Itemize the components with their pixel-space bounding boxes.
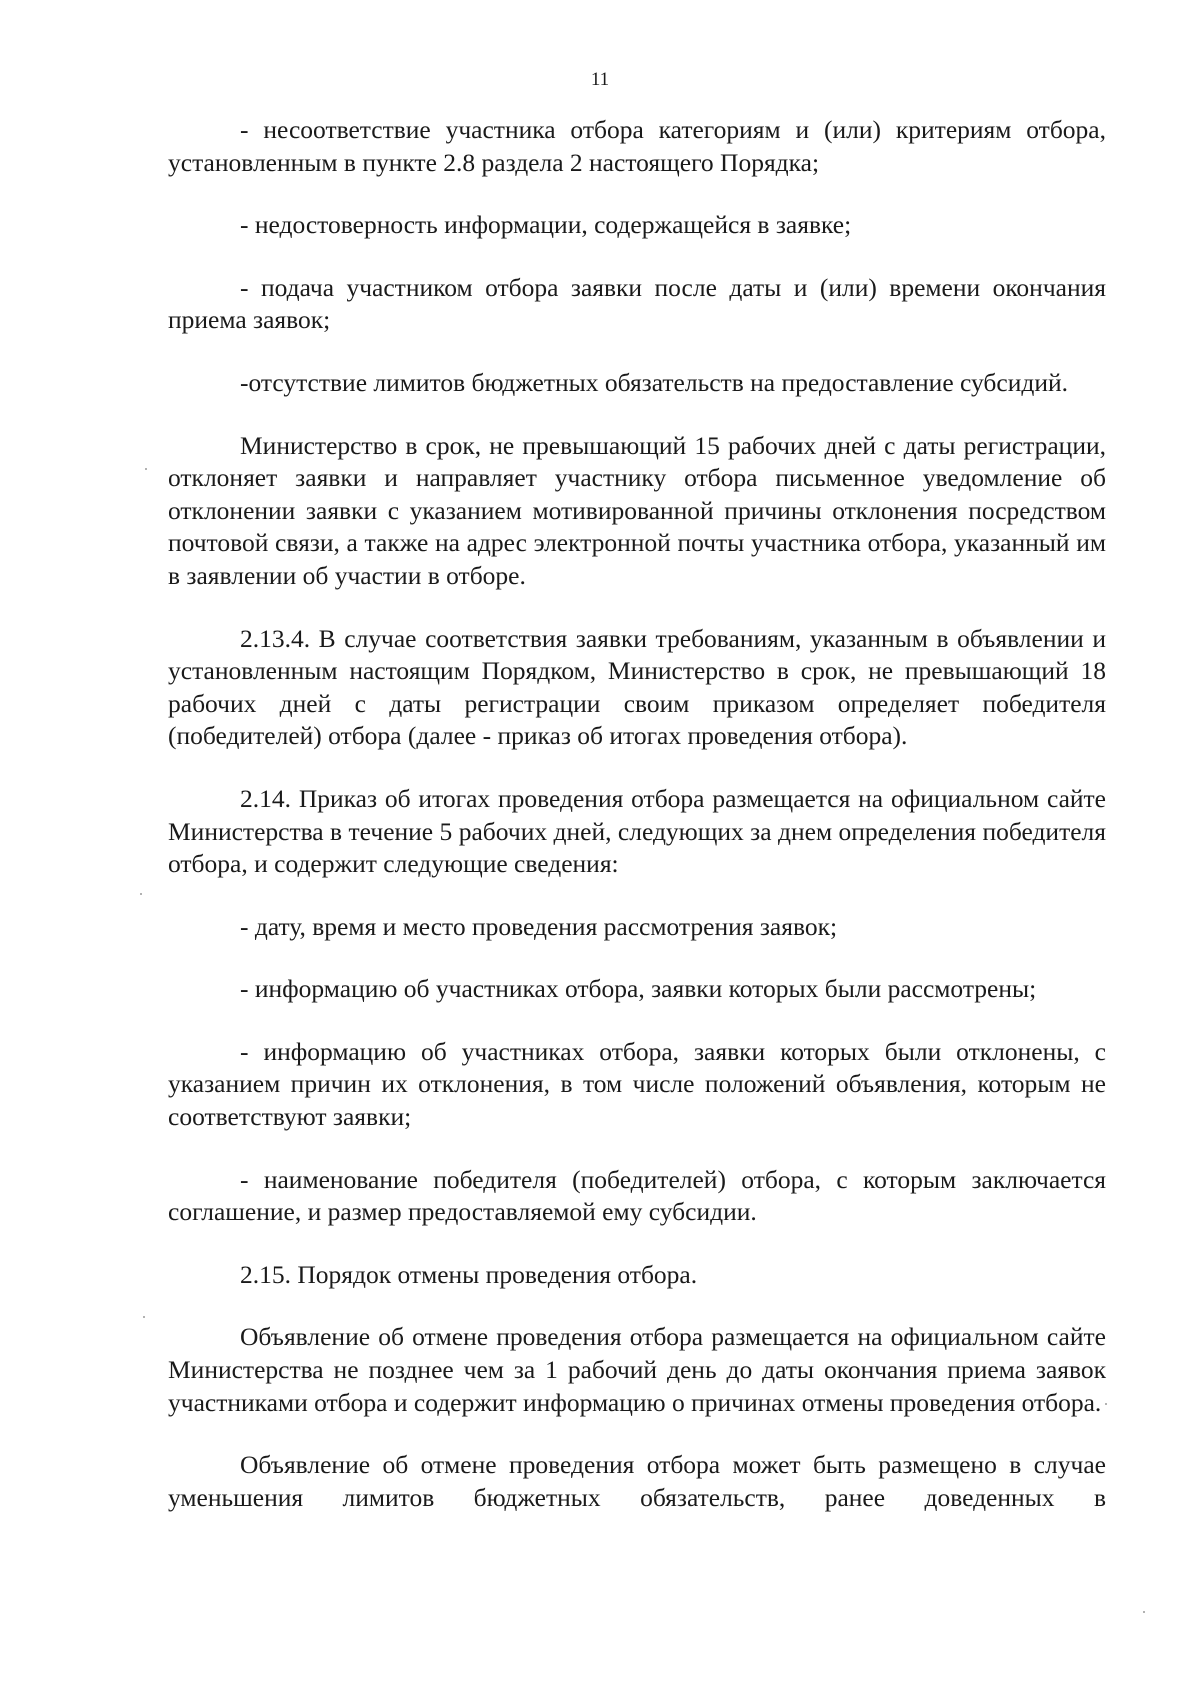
document-body [168, 114, 1106, 1514]
page-number: 11 [590, 69, 610, 90]
paragraph-2-15: 2.15. Порядок отмены проведения отбора. [240, 1259, 698, 1289]
paragraph-reviewed-participants: - информацию об участниках отбора, заявки которых были рассмотрены; [240, 974, 1037, 1004]
paragraph-rejected-participants: - информацию об участниках отбора, заявки которых были отклонены, с указанием причин их отклонения, в том числе положений объявления, которым не соответствуют заявки; [168, 1036, 1106, 1132]
paragraph-criteria-mismatch: - несоответствие участника отбора категориям и (или) критериям отбора, установленным в пункте 2.8 раздела 2 настоящего Порядка; [168, 115, 1106, 177]
scan-speck [145, 468, 147, 470]
scan-speck [1105, 1403, 1107, 1405]
scan-speck [143, 1316, 145, 1318]
scan-speck [140, 893, 142, 895]
paragraph-cancellation-notice: Объявление об отмене проведения отбора размещается на официальном сайте Министерства не позднее чем за 1 рабочий день до даты окончания приема заявок участниками отбора и содержит информацию о причинах отмены проведения отбора. [168, 1322, 1106, 1417]
paragraph-late-submission: - подача участником отбора заявки после даты и (или) времени окончания приема заявок; [168, 272, 1106, 335]
paragraph-2-13-4: 2.13.4. В случае соответствия заявки требованиям, указанным в объявлении и установленным настоящим Порядком, Министерство в срок, не превышающий 18 рабочих дней с даты регистрации своим приказом определяет победителя (победителей) отбора (далее - приказ об итогах проведения отбора). [168, 623, 1106, 751]
paragraph-2-14: 2.14. Приказ об итогах проведения отбора размещается на официальном сайте Министерства в течение 5 рабочих дней, следующих за днем определения победителя отбора, и содержит следующие сведения: [168, 783, 1106, 879]
paragraph-unreliable-info: - недостоверность информации, содержащейся в заявке; [240, 210, 852, 240]
paragraph-ministry-rejection: Министерство в срок, не превышающий 15 рабочих дней с даты регистрации, отклоняет заявки и направляет участнику отбора письменное уведомление об отклонении заявки с указанием мотивированной причины отклонения посредством почтовой связи, а также на адрес электронной почты участника отбора, указанный им в заявлении об участии в отборе. [168, 430, 1106, 590]
paragraph-date-time-place: - дату, время и место проведения рассмотрения заявок; [240, 911, 838, 941]
paragraph-cancellation-condition: Объявление об отмене проведения отбора может быть размещено в случае уменьшения лимитов бюджетных обязательств, ранее доведенных в [168, 1450, 1106, 1512]
paragraph-winner-name: - наименование победителя (победителей) отбора, с которым заключается соглашение, и размер предоставляемой ему субсидии. [168, 1164, 1106, 1227]
paragraph-no-limits: -отсутствие лимитов бюджетных обязательств на предоставление субсидий. [240, 367, 1068, 397]
scan-speck [1143, 1611, 1145, 1613]
